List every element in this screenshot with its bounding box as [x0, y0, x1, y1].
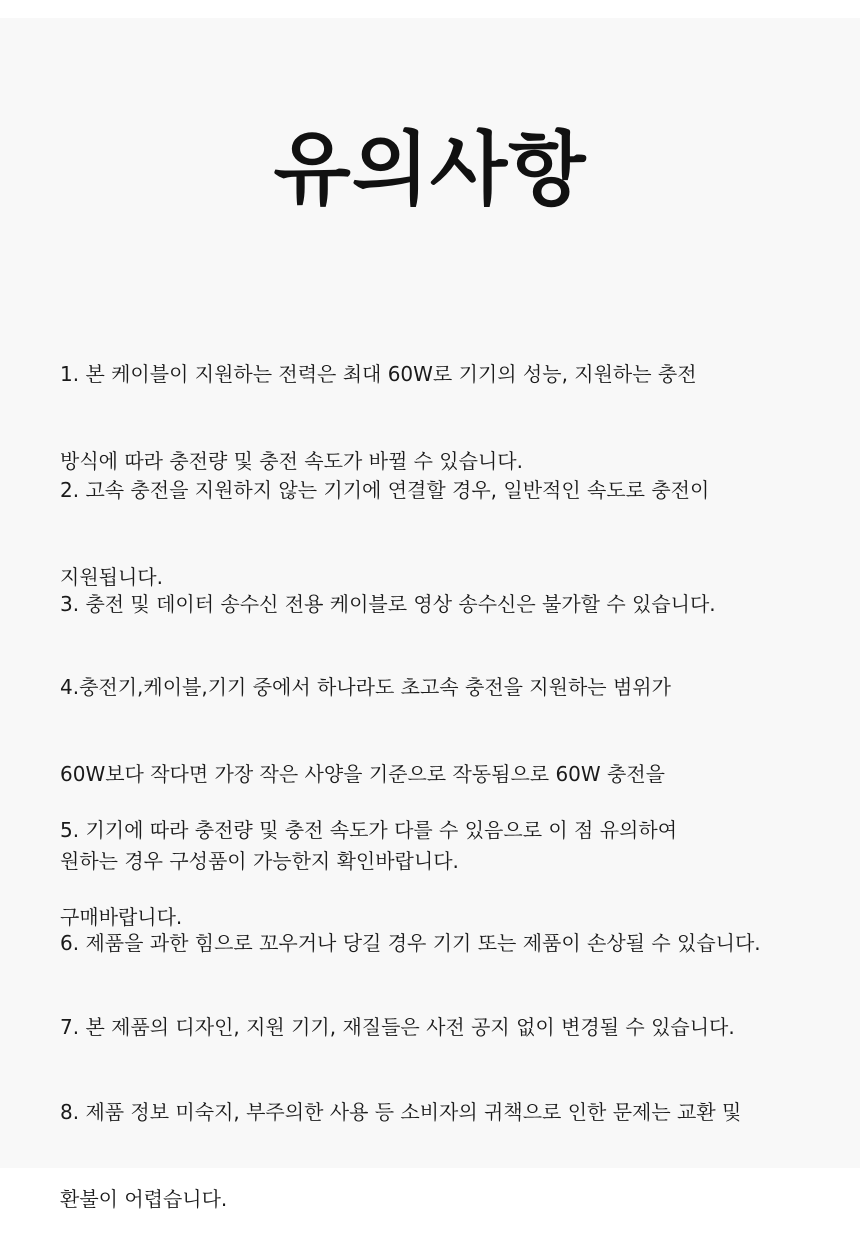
notice-item-2-line-1: 2. 고속 충전을 지원하지 않는 기기에 연결할 경우, 일반적인 속도로 충전이	[60, 478, 710, 502]
notice-item-6-line-1: 6. 제품을 과한 힘으로 꼬우거나 당길 경우 기기 또는 제품이 손상될 수 있습니다.	[60, 931, 761, 955]
notice-item-1-line-1: 1. 본 케이블이 지원하는 전력은 최대 60W로 기기의 성능, 지원하는 충전	[60, 362, 697, 386]
notice-item-5-line-1: 5. 기기에 따라 충전량 및 충전 속도가 다를 수 있음으로 이 점 유의하여	[60, 818, 678, 842]
page-title: 유의사항	[273, 123, 587, 216]
notice-item-8-line-1: 8. 제품 정보 미숙지, 부주의한 사용 등 소비자의 귀책으로 인한 문제는 교환 및	[60, 1100, 742, 1124]
notice-item-8	[60, 1040, 741, 1243]
notice-item-5-line-2: 구매바랍니다.	[60, 905, 183, 929]
notice-item-2-line-2: 지원됩니다.	[60, 565, 163, 589]
notice-item-4-line-2: 60W보다 작다면 가장 작은 사양을 기준으로 작동됨으로 60W 충전을	[60, 762, 665, 786]
notice-item-8-line-2: 환불이 어렵습니다.	[60, 1187, 228, 1211]
notice-item-1-line-2: 방식에 따라 충전량 및 충전 속도가 바뀔 수 있습니다.	[60, 449, 523, 473]
notice-item-3-line-1: 3. 충전 및 데이터 송수신 전용 케이블로 영상 송수신은 불가할 수 있습니다.	[60, 592, 716, 616]
notice-item-7-line-1: 7. 본 제품의 디자인, 지원 기기, 재질들은 사전 공지 없이 변경될 수 있습니다.	[60, 1015, 735, 1039]
notice-item-4-line-3: 원하는 경우 구성품이 가능한지 확인바랍니다.	[60, 849, 459, 873]
notice-item-4-line-1: 4.충전기,케이블,기기 중에서 하나라도 초고속 충전을 지원하는 범위가	[60, 675, 671, 699]
